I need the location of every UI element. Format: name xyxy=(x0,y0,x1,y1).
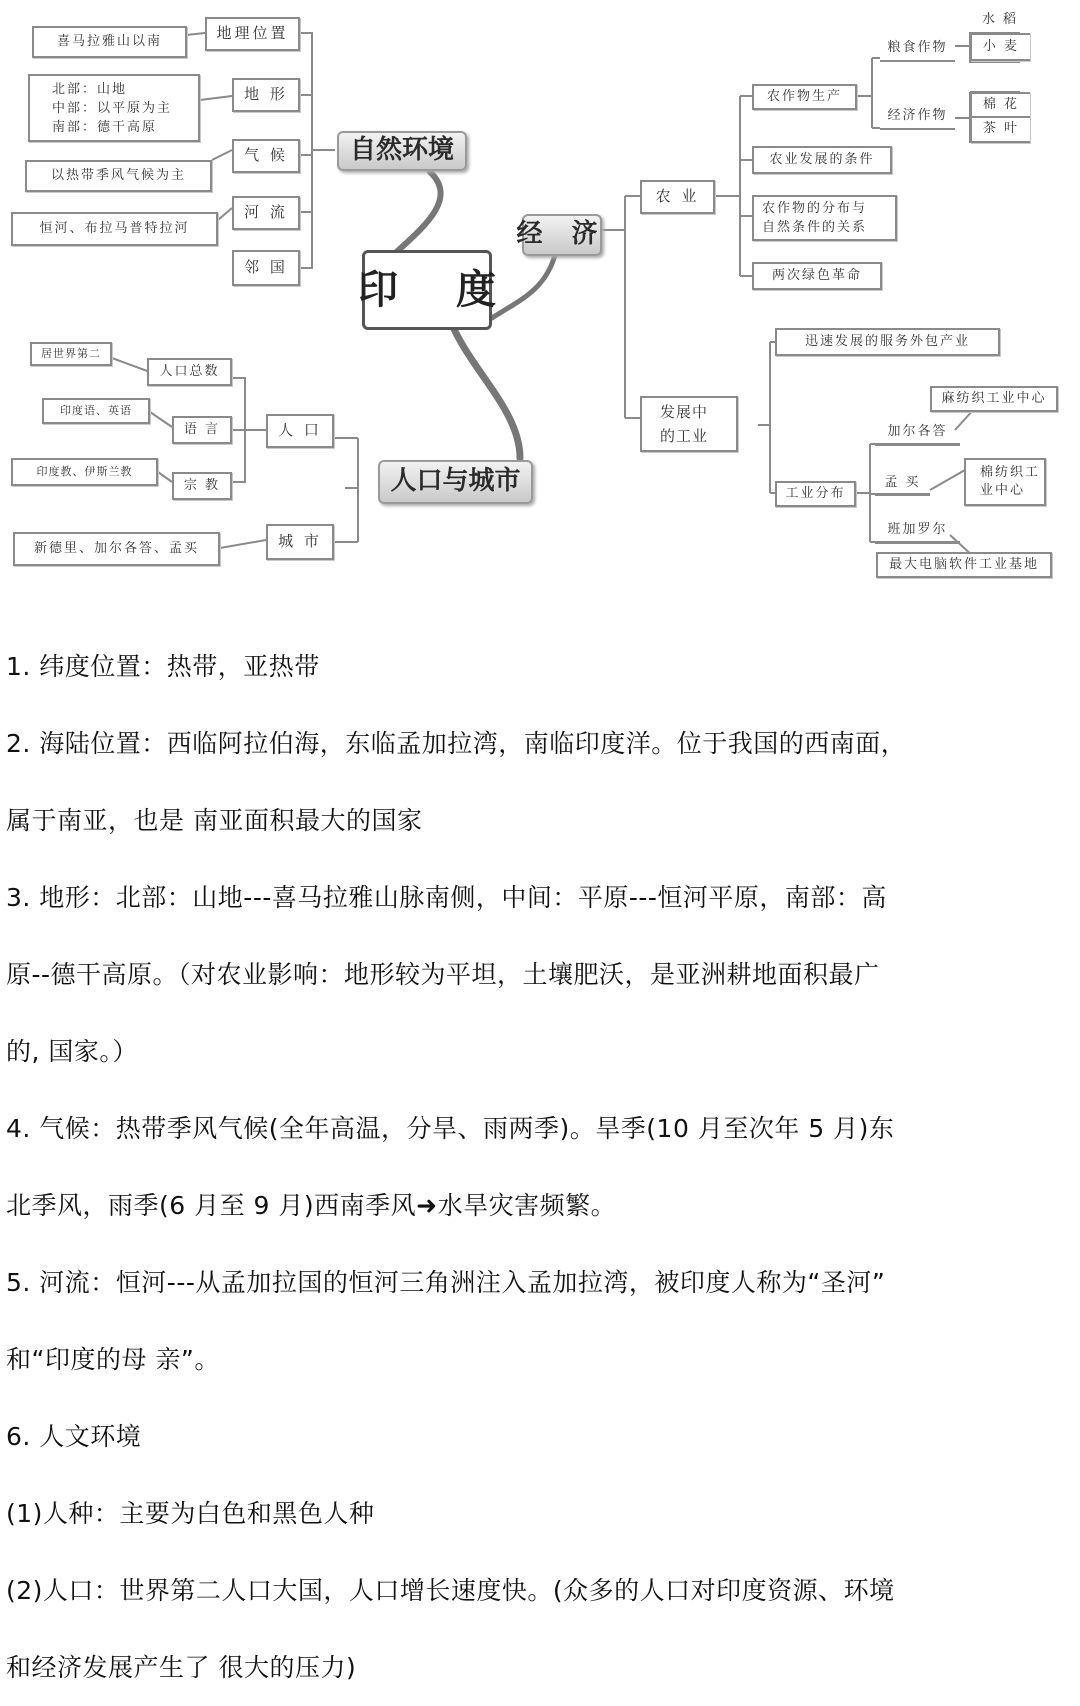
note-terrain-south: 南部：德干高原 xyxy=(52,119,158,135)
paragraph-rivers-1: 5. 河流：恒河---从孟加拉国的恒河三角洲注入孟加拉湾，被印度人称为“圣河” xyxy=(6,1268,886,1297)
note-population-total: 居世界第二 xyxy=(30,342,112,366)
node-cash-crops[interactable]: 经济作物 xyxy=(880,104,955,130)
city-kolkata[interactable]: 加尔各答 xyxy=(875,420,960,446)
paragraph-population-2: 和经济发展产生了 很大的压力) xyxy=(6,1653,357,1682)
paragraph-rivers-2: 和“印度的母 亲”。 xyxy=(6,1345,220,1374)
node-population-total[interactable]: 人口总数 xyxy=(147,358,232,386)
city-mumbai[interactable]: 孟 买 xyxy=(875,472,930,496)
paragraph-terrain-2: 原--德干高原。（对农业影响：地形较为平坦，土壤肥沃，是亚洲耕地面积最广 xyxy=(6,960,880,989)
node-service-outsourcing[interactable]: 迅速发展的服务外包产业 xyxy=(775,328,1000,356)
node-green-revolution[interactable]: 两次绿色革命 xyxy=(752,262,882,290)
paragraph-terrain-3: 的, 国家。） xyxy=(6,1037,138,1066)
note-climate: 以热带季风气候为主 xyxy=(25,160,212,192)
item-wheat: 小 麦 xyxy=(970,33,1030,61)
paragraph-population-1: (2)人口：世界第二人口大国，人口增长速度快。(众多的人口对印度资源、环境 xyxy=(6,1576,895,1605)
paragraph-sea-land-1: 2. 海陆位置：西临阿拉伯海，东临孟加拉湾，南临印度洋。位于我国的西南面， xyxy=(6,729,907,758)
node-industry-distribution[interactable]: 工业分布 xyxy=(775,481,856,507)
note-terrain-middle: 中部：以平原为主 xyxy=(52,100,173,116)
paragraph-climate-1: 4. 气候：热带季风气候(全年高温，分旱、雨两季)。旱季(10 月至次年 5 月)东 xyxy=(6,1114,895,1143)
node-rivers[interactable]: 河 流 xyxy=(232,196,300,230)
node-neighbors[interactable]: 邻 国 xyxy=(232,250,300,286)
note-religion: 印度教、伊斯兰教 xyxy=(11,458,158,486)
city-bangalore[interactable]: 班加罗尔 xyxy=(875,518,960,544)
industry-line-1: 发展中 xyxy=(660,403,709,421)
crop-distribution-line-1: 农作物的分布与 xyxy=(762,201,868,216)
india-mind-map xyxy=(0,0,1080,600)
note-geo-location: 喜马拉雅山以南 xyxy=(32,26,187,58)
node-developing-industry[interactable] xyxy=(640,396,738,452)
article-body xyxy=(6,628,1076,1706)
node-agriculture[interactable]: 农 业 xyxy=(640,180,715,214)
branch-population-cities[interactable]: 人口与城市 xyxy=(378,460,533,504)
item-rice: 水 稻 xyxy=(970,8,1030,32)
note-bangalore: 最大电脑软件工业基地 xyxy=(876,552,1052,578)
item-tea: 茶 叶 xyxy=(970,116,1030,143)
note-rivers: 恒河、布拉马普特拉河 xyxy=(11,212,218,246)
node-crop-distribution[interactable] xyxy=(752,195,897,241)
node-climate[interactable]: 气 候 xyxy=(232,139,300,173)
node-geo-location[interactable]: 地理位置 xyxy=(205,17,300,51)
node-population[interactable]: 人 口 xyxy=(266,414,334,448)
item-cotton: 棉 花 xyxy=(970,92,1030,118)
note-mumbai-line-1: 棉纺织工 xyxy=(980,465,1041,480)
note-kolkata: 麻纺织工业中心 xyxy=(930,386,1058,412)
node-agri-conditions[interactable]: 农业发展的条件 xyxy=(752,146,892,174)
node-cities[interactable]: 城 市 xyxy=(266,524,334,560)
note-terrain xyxy=(28,74,200,142)
crop-distribution-line-2: 自然条件的关系 xyxy=(762,220,868,235)
node-language[interactable]: 语 言 xyxy=(172,416,232,444)
node-food-crops[interactable]: 粮食作物 xyxy=(880,36,955,62)
note-cities: 新德里、加尔各答、孟买 xyxy=(13,532,220,566)
note-terrain-north: 北部：山地 xyxy=(52,81,128,97)
node-religion[interactable]: 宗 教 xyxy=(172,472,232,500)
note-mumbai xyxy=(964,458,1046,506)
node-terrain[interactable]: 地 形 xyxy=(232,78,300,112)
branch-natural-environment[interactable]: 自然环境 xyxy=(337,131,467,171)
paragraph-sea-land-2: 属于南亚，也是 南亚面积最大的国家 xyxy=(6,806,423,835)
heading-human-environment: 6. 人文环境 xyxy=(6,1422,142,1451)
node-crop-production[interactable]: 农作物生产 xyxy=(752,84,857,110)
center-node-india[interactable]: 印 度 xyxy=(362,250,492,330)
note-language: 印度语、英语 xyxy=(42,398,150,424)
paragraph-race: (1)人种：主要为白色和黑色人种 xyxy=(6,1499,375,1528)
paragraph-climate-2: 北季风，雨季(6 月至 9 月)西南季风➜水旱灾害频繁。 xyxy=(6,1191,617,1220)
note-mumbai-line-2: 业中心 xyxy=(980,483,1026,498)
paragraph-latitude: 1. 纬度位置：热带，亚热带 xyxy=(6,652,320,681)
branch-economy[interactable]: 经 济 xyxy=(522,214,602,256)
paragraph-terrain-1: 3. 地形：北部：山地---喜马拉雅山脉南侧，中间：平原---恒河平原，南部：高 xyxy=(6,883,887,912)
industry-line-2: 的工业 xyxy=(660,427,709,445)
